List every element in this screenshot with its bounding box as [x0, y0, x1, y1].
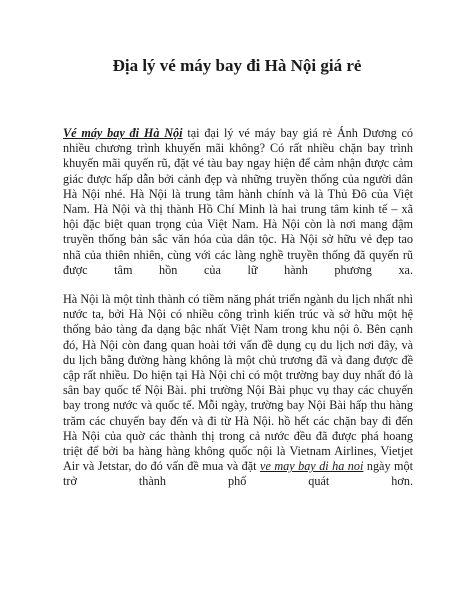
paragraph-2: [63, 292, 413, 490]
document-body: [63, 126, 413, 504]
paragraph-2-text-before: Hà Nội là một tỉnh thành có tiềm năng phát triển ngành du lịch nhất nhì nước ta, bởi Hà Nội có nhiều công trình kiến trúc và sở hữu một hệ thống bảo tàng đa dạng bậc nhất Việt Nam trong khu nội ô. Bên cạnh đó, Hà Nội còn đang quan hoài tới vấn đề dụng cụ du lịch nơi đây, và du lịch bằng đường hàng không là một chủ trương đã và đang được đề cập rất nhiều. Do hiện tại Hà Nội chỉ có một trường bay duy nhất đó là sân bay quốc tế Nội Bài. phi trường Nội Bài phục vụ thay các chuyến bay trong nước và quốc tế. Mỗi ngày, trường bay Nội Bài hấp thu hàng trăm các chuyến bay đến và đi từ Hà Nội. hồ hết các chặn bay đi đến Hà Nội của quờ các thành thị trong cả nước đều đã được phá hoang triệt để bởi ba hàng hàng không quốc nội là Vietnam Airlines, Vietjet Air và Jetstar, do đó vấn đề mua và đặt: [63, 292, 413, 474]
paragraph-1-text: tại đại lý vé máy bay giá rẻ Ánh Dương có nhiều chương trình khuyến mãi không? Có rất nhiều chặn bay trình khuyến mãi quyến rũ, đặt vé tàu bay ngay hiện để cảm nhận được cảm giác được hấp dẫn bởi cảnh đẹp và những truyền thống của người dân Hà Nội nhé. Hà Nội là trung tâm hành chính và là Thủ Đô của Việt Nam. Hà Nội và thị thành Hồ Chí Minh là hai trung tâm kinh tế – xã hội đặc biệt quan trọng của Việt Nam. Hà Nội còn là nơi mang đậm truyền thống bản sắc văn hóa của dân tộc. Hà Nội sở hữu vẻ đẹp tao nhã của thiên nhiên, cùng với các làng nghề truyền thống đã quyến rũ được tâm hồn của lữ hành phương xa.: [63, 126, 414, 277]
page-title: Địa lý vé máy bay đi Hà Nội giá rẻ: [112, 56, 362, 75]
keyword-link-ve-may-bay-di-ha-noi-2[interactable]: ve may bay di ha noi: [260, 459, 364, 474]
paragraph-2-text-after: ngày một trở thành phố quát hơn.: [63, 459, 413, 489]
paragraph-1: [63, 126, 413, 278]
keyword-link-ve-may-bay-di-ha-noi[interactable]: Vé máy bay đi Hà Nội: [63, 126, 183, 140]
